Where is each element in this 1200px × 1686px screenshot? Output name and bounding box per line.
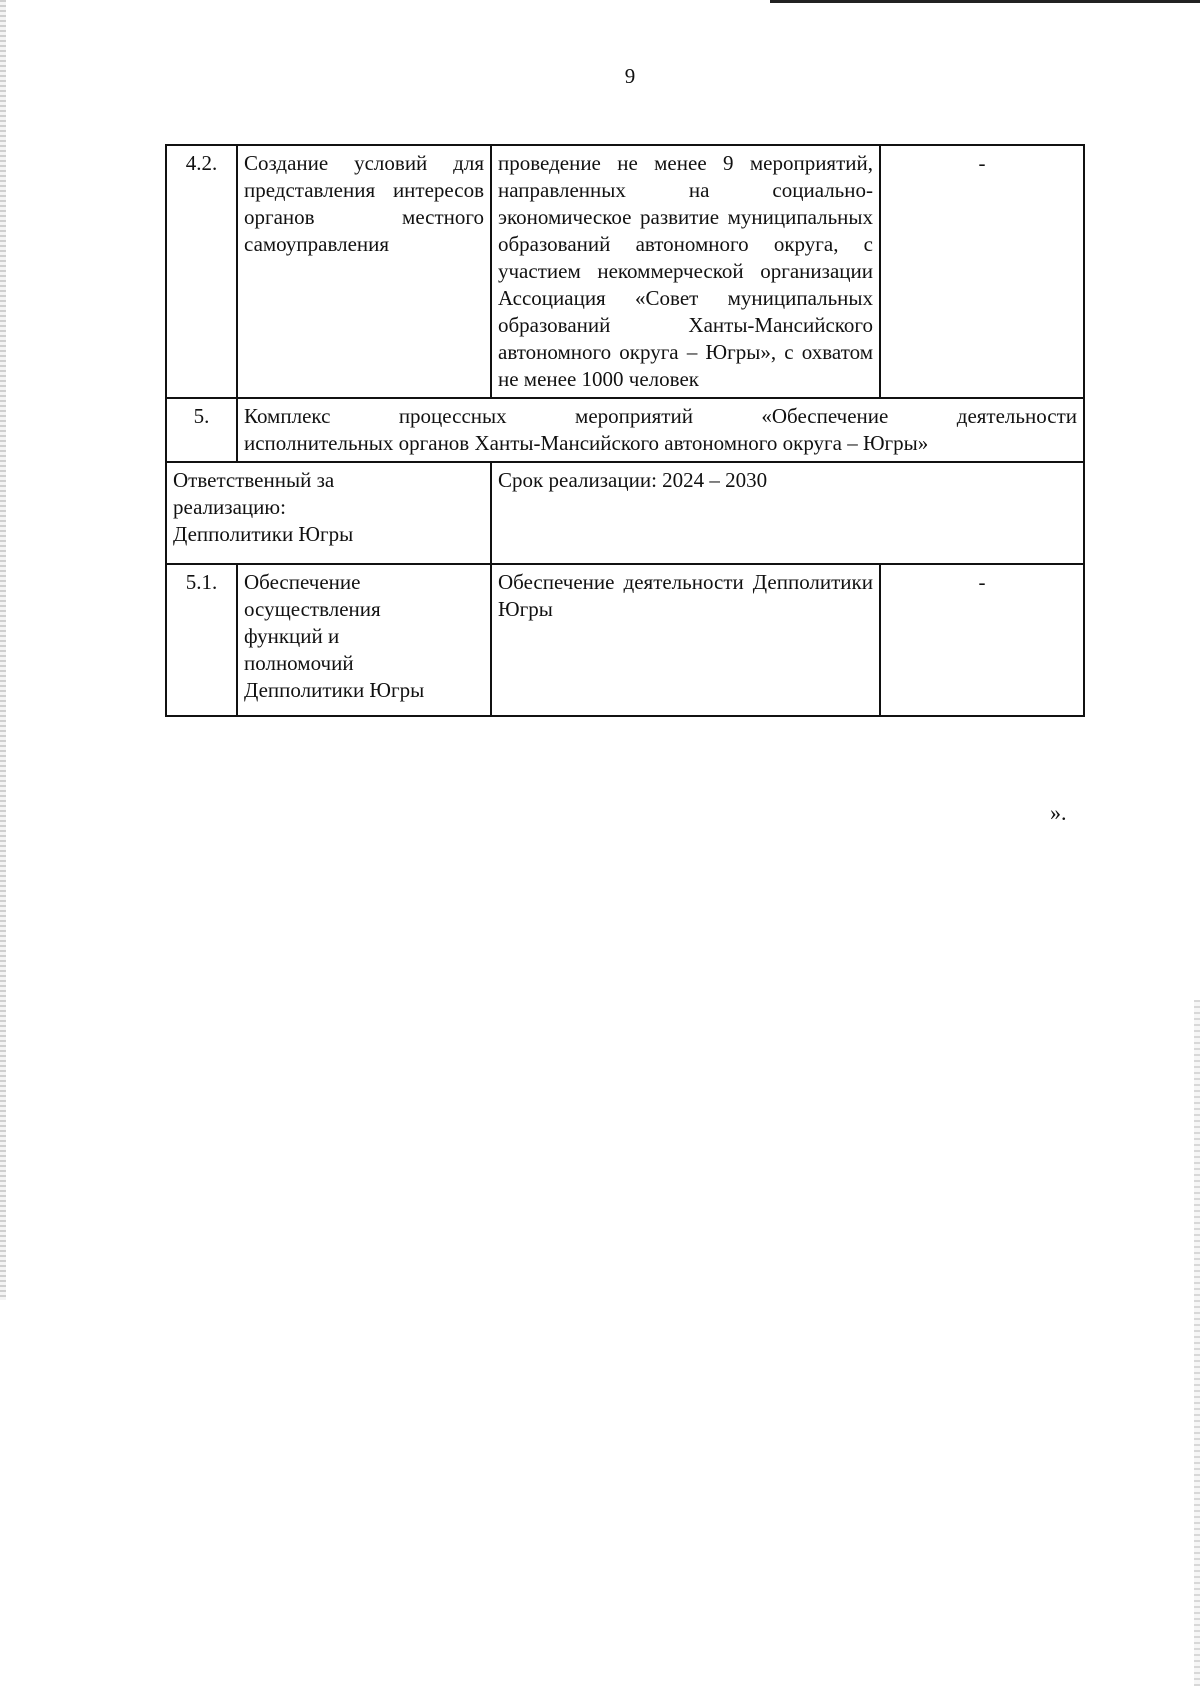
task-description: Обеспечение деятельности Депполитики Югры [490,565,879,715]
task-value: - [879,565,1083,715]
row-number: 5.1. [185,570,218,594]
task-value: - [879,146,1083,397]
closing-quote: ». [1050,800,1067,825]
task-description: проведение не менее 9 мероприятий, направленных на социально-экономическое развитие муниципальных образований автономного округа, с участием некоммерческой организации Ассоциация «Совет муниципальных образований Ханты-Мансийского автономного округа – Югры», с охватом не менее 1000 человек [490,146,879,397]
scan-edge-right [1194,1000,1200,1686]
scan-top-line [770,0,1200,3]
table-row-responsible [165,463,1085,565]
scan-edge-left [0,0,6,1300]
row-number: 5. [193,404,210,428]
implementation-term: Срок реализации: 2024 – 2030 [490,463,1083,563]
measures-table [165,144,1085,717]
complex-title-line-2: исполнительных органов Ханты-Мансийского автономного округа – Югры» [244,431,929,455]
task-name: Создание условий для представления интересов органов местного самоуправления [236,146,490,397]
page-number: 9 [624,64,636,88]
task-name: Обеспечение осуществления функций и полномочий Депполитики Югры [236,565,490,715]
table-row-5-1 [165,565,1085,717]
table-row-4-2 [165,144,1085,399]
complex-title [236,399,1083,461]
table-row-5 [165,399,1085,463]
responsible-value: Депполитики Югры [173,522,354,546]
responsible-label: Ответственный за реализацию: [173,468,335,519]
row-number: 4.2. [185,151,218,175]
complex-title-line-1: Комплекс процессных мероприятий «Обеспечение деятельности [244,404,1077,428]
responsible-cell [167,463,490,563]
